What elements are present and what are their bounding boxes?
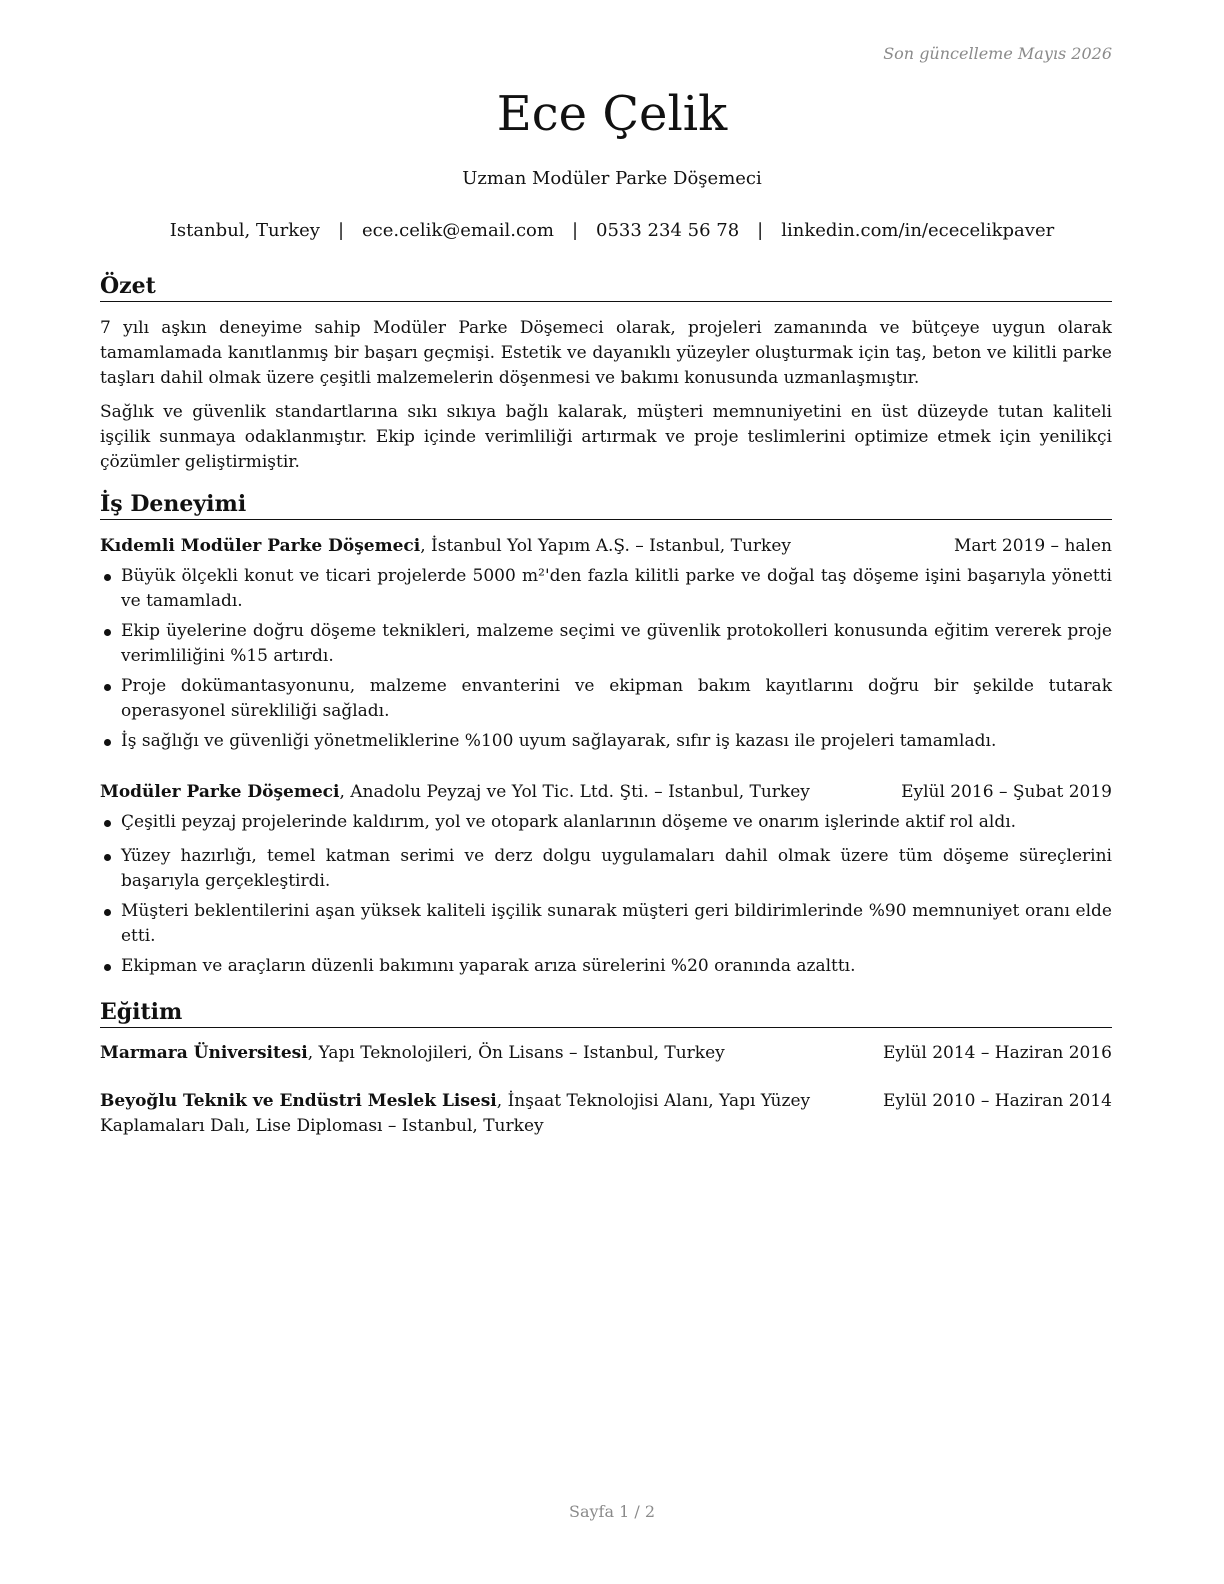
bullet-icon — [104, 574, 111, 581]
contact-email[interactable]: ece.celik@email.com — [362, 220, 554, 241]
education-dates: Eylül 2010 – Haziran 2014 — [882, 1091, 1112, 1111]
job-dates: Mart 2019 – halen — [953, 536, 1112, 556]
bullet-text: Proje dokümantasyonunu, malzeme envanterini ve ekipman bakım kayıtlarını doğru bir şekilde tutarak operasyonel sürekliliği sağladı. — [121, 676, 1112, 721]
contact-line — [0, 220, 1224, 241]
bullet-text: Yüzey hazırlığı, temel katman serimi ve derz dolgu uygulamaları dahil olmak üzere tüm döşeme süreçlerini başarıyla gerçekleştirdi. — [121, 846, 1112, 891]
contact-phone[interactable]: 0533 234 56 78 — [596, 220, 740, 241]
candidate-name: Ece Çelik — [496, 86, 728, 142]
education-school: Beyoğlu Teknik ve Endüstri Meslek Lisesi — [100, 1091, 497, 1111]
summary-paragraph: 7 yılı aşkın deneyime sahip Modüler Parke Döşemeci olarak, projeleri zamanında ve bütçeye uygun olarak tamamlamada kanıtlanmış bir başarı geçmişi. Estetik ve dayanıklı yüzeyler oluşturmak için taş, beton ve kilitli parke taşları dahil olmak üzere çeşitli malzemelerin döşenmesi ve bakımı konusunda uzmanlaşmıştır. — [100, 318, 1112, 388]
list-item — [100, 899, 1112, 949]
section-title-summary: Özet — [100, 272, 1112, 302]
contact-linkedin[interactable]: linkedin.com/in/ececelikpaver — [781, 220, 1055, 241]
job-bullets — [100, 564, 1112, 754]
list-item — [100, 844, 1112, 894]
education-school-line — [100, 1041, 879, 1066]
job-role: Modüler Parke Döşemeci — [100, 782, 340, 802]
bullet-icon — [104, 629, 111, 636]
bullet-text: Müşteri beklentilerini aşan yüksek kaliteli işçilik sunarak müşteri geri bildirimlerinde %90 memnuniyet oranı elde etti. — [121, 901, 1112, 946]
experience-section — [100, 490, 1112, 979]
education-entry — [100, 1089, 1112, 1139]
summary-paragraph: Sağlık ve güvenlik standartlarına sıkı sıkıya bağlı kalarak, müşteri memnuniyetini en üst düzeyde tutan kaliteli işçilik sunmaya odaklanmıştır. Ekip içinde verimliliği artırmak ve proje teslimlerini optimize etmek için yenilikçi çözümler geliştirmiştir. — [100, 402, 1112, 472]
list-item — [100, 810, 1112, 835]
job-bullets — [100, 810, 1112, 979]
section-title-education: Eğitim — [100, 998, 1112, 1028]
bullet-icon — [104, 684, 111, 691]
bullet-icon — [104, 964, 111, 971]
education-entry — [100, 1041, 1112, 1066]
candidate-headline: Uzman Modüler Parke Döşemeci — [462, 168, 762, 189]
list-item — [100, 564, 1112, 614]
list-item — [100, 729, 1112, 754]
bullet-text: Ekipman ve araçların düzenli bakımını yaparak arıza sürelerini %20 oranında azalttı. — [121, 956, 856, 976]
job-title-line — [100, 534, 791, 558]
contact-location: Istanbul, Turkey — [169, 220, 320, 241]
education-school: Marmara Üniversitesi — [100, 1043, 308, 1063]
job-company: , Anadolu Peyzaj ve Yol Tic. Ltd. Şti. – Istanbul, Turkey — [339, 782, 810, 802]
job-header — [100, 780, 1112, 804]
job-title-line — [100, 780, 810, 804]
bullet-icon — [104, 854, 111, 861]
list-item — [100, 954, 1112, 979]
bullet-icon — [104, 820, 111, 827]
job-entry — [100, 534, 1112, 754]
bullet-icon — [104, 739, 111, 746]
section-title-experience: İş Deneyimi — [100, 490, 1112, 520]
bullet-text: Ekip üyelerine doğru döşeme teknikleri, malzeme seçimi ve güvenlik protokolleri konusunda eğitim vererek proje verimliliğini %15 artırdı. — [121, 621, 1112, 666]
list-item — [100, 619, 1112, 669]
contact-separator: | — [337, 220, 345, 241]
bullet-text: Büyük ölçekli konut ve ticari projelerde 5000 m²'den fazla kilitli parke ve doğal taş döşeme işini başarıyla yönetti ve tamamladı. — [121, 566, 1112, 611]
education-detail: , İnşaat Teknolojisi Alanı, Yapı Yüzey Kaplamaları Dalı, Lise Diploması – Istanbul, Turkey — [100, 1091, 811, 1136]
job-header — [100, 534, 1112, 558]
summary-section — [100, 272, 1112, 475]
education-school-line — [100, 1089, 879, 1139]
job-company: , İstanbul Yol Yapım A.Ş. – Istanbul, Turkey — [420, 536, 791, 556]
job-role: Kıdemli Modüler Parke Döşemeci — [100, 536, 421, 556]
education-section — [100, 998, 1112, 1139]
job-entry — [100, 780, 1112, 979]
page-number: Sayfa 1 / 2 — [568, 1502, 655, 1521]
education-detail: , Yapı Teknolojileri, Ön Lisans – Istanbul, Turkey — [307, 1043, 725, 1063]
bullet-text: İş sağlığı ve güvenliği yönetmeliklerine %100 uyum sağlayarak, sıfır iş kazası ile projeleri tamamladı. — [121, 731, 997, 751]
education-dates: Eylül 2014 – Haziran 2016 — [882, 1043, 1112, 1063]
contact-separator: | — [757, 220, 764, 241]
bullet-icon — [104, 909, 111, 916]
last-updated-note: Son güncelleme Mayıs 2026 — [883, 44, 1112, 63]
job-dates: Eylül 2016 – Şubat 2019 — [901, 782, 1112, 802]
list-item — [100, 674, 1112, 724]
contact-separator: | — [571, 220, 579, 241]
bullet-text: Çeşitli peyzaj projelerinde kaldırım, yol ve otopark alanlarının döşeme ve onarım işlerinde aktif rol aldı. — [121, 812, 1017, 832]
